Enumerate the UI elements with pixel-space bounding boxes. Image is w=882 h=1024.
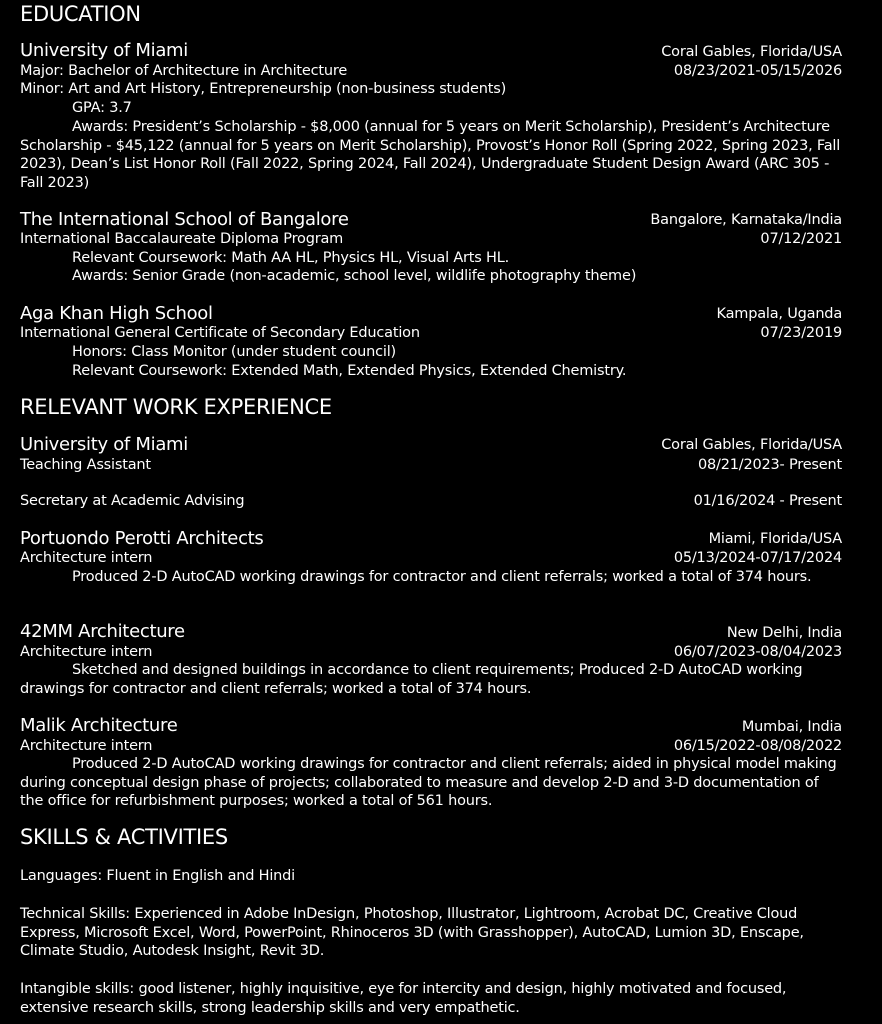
job-org: Malik Architecture [20, 715, 178, 736]
job-location: New Delhi, India [726, 625, 842, 641]
job-role: Secretary at Academic Advising [20, 493, 245, 509]
school-dates: 07/12/2021 [760, 231, 842, 247]
work-heading: RELEVANT WORK EXPERIENCE [20, 395, 332, 419]
job-description: Sketched and designed buildings in accordance to client requirements; Produced 2-D AutoCAD working drawings for contractor and client referrals; worked a total of 374 hours. [20, 662, 803, 697]
school-gpa: GPA: 3.7 [72, 100, 132, 116]
school-honors: Honors: Class Monitor (under student council) [72, 344, 397, 360]
education-heading: EDUCATION [20, 2, 141, 26]
school-name: The International School of Bangalore [20, 209, 349, 230]
skills-languages: Languages: Fluent in English and Hindi [20, 868, 296, 884]
school-minor: Minor: Art and Art History, Entrepreneurship (non-business students) [20, 81, 507, 97]
school-program: International Baccalaureate Diploma Program [20, 231, 344, 247]
school-coursework: Relevant Coursework: Extended Math, Extended Physics, Extended Chemistry. [72, 363, 627, 379]
job-location: Mumbai, India [741, 719, 842, 735]
job-role: Teaching Assistant [20, 457, 151, 473]
job-location: Miami, Florida/USA [708, 531, 842, 547]
school-location: Kampala, Uganda [716, 306, 842, 322]
school-location: Coral Gables, Florida/USA [661, 44, 842, 60]
job-org: University of Miami [20, 434, 188, 455]
school-program: International General Certificate of Secondary Education [20, 325, 420, 341]
job-location: Coral Gables, Florida/USA [661, 437, 842, 453]
skills-technical: Technical Skills: Experienced in Adobe InDesign, Photoshop, Illustrator, Lightroom, Acrobat DC, Creative Cloud Express, Microsoft Excel, Word, PowerPoint, Rhinoceros 3D (with Grasshopper), AutoCAD, Lumion 3D, Enscape, Climate Studio, Autodesk Insight, Revit 3D. [20, 906, 804, 960]
school-coursework: Relevant Coursework: Math AA HL, Physics HL, Visual Arts HL. [72, 250, 510, 266]
job-dates: 08/21/2023- Present [697, 457, 842, 473]
job-org: Portuondo Perotti Architects [20, 528, 264, 549]
school-dates: 07/23/2019 [760, 325, 842, 341]
job-dates: 06/07/2023-08/04/2023 [673, 644, 842, 660]
job-description: Produced 2-D AutoCAD working drawings for contractor and client referrals; aided in physical model making during conceptual design phase of projects; collaborated to measure and develop 2-D and 3-D documentation of the office for refurbishment purposes; worked a total of 561 hours. [20, 756, 837, 810]
job-dates: 01/16/2024 - Present [693, 493, 842, 509]
job-role: Architecture intern [20, 550, 153, 566]
school-name: University of Miami [20, 40, 188, 61]
job-org: 42MM Architecture [20, 621, 185, 642]
job-role: Architecture intern [20, 644, 153, 660]
school-awards: Awards: Senior Grade (non-academic, school level, wildlife photography theme) [72, 268, 637, 284]
job-dates: 06/15/2022-08/08/2022 [673, 738, 842, 754]
school-dates: 08/23/2021-05/15/2026 [673, 63, 842, 79]
job-description: Produced 2-D AutoCAD working drawings for contractor and client referrals; worked a total of 374 hours. [72, 569, 812, 585]
job-role: Architecture intern [20, 738, 153, 754]
school-name: Aga Khan High School [20, 303, 213, 324]
job-dates: 05/13/2024-07/17/2024 [673, 550, 842, 566]
school-program: Major: Bachelor of Architecture in Architecture [20, 63, 348, 79]
school-location: Bangalore, Karnataka/India [650, 212, 842, 228]
skills-intangible: Intangible skills: good listener, highly inquisitive, eye for intercity and design, highly motivated and focused, extensive research skills, strong leadership skills and very empathetic. [20, 981, 787, 1016]
skills-heading: SKILLS & ACTIVITIES [20, 825, 228, 849]
school-awards: Awards: President’s Scholarship - $8,000 (annual for 5 years on Merit Scholarship), President’s Architecture Scholarship - $45,122 (annual for 5 years on Merit Scholarship), Provost’s Honor Roll (Spring 2022, Spring 2023, Fall 2023), Dean’s List Honor Roll (Fall 2022, Spring 2024, Fall 2024), Undergraduate Student Design Award (ARC 305 - Fall 2023) [20, 119, 841, 192]
